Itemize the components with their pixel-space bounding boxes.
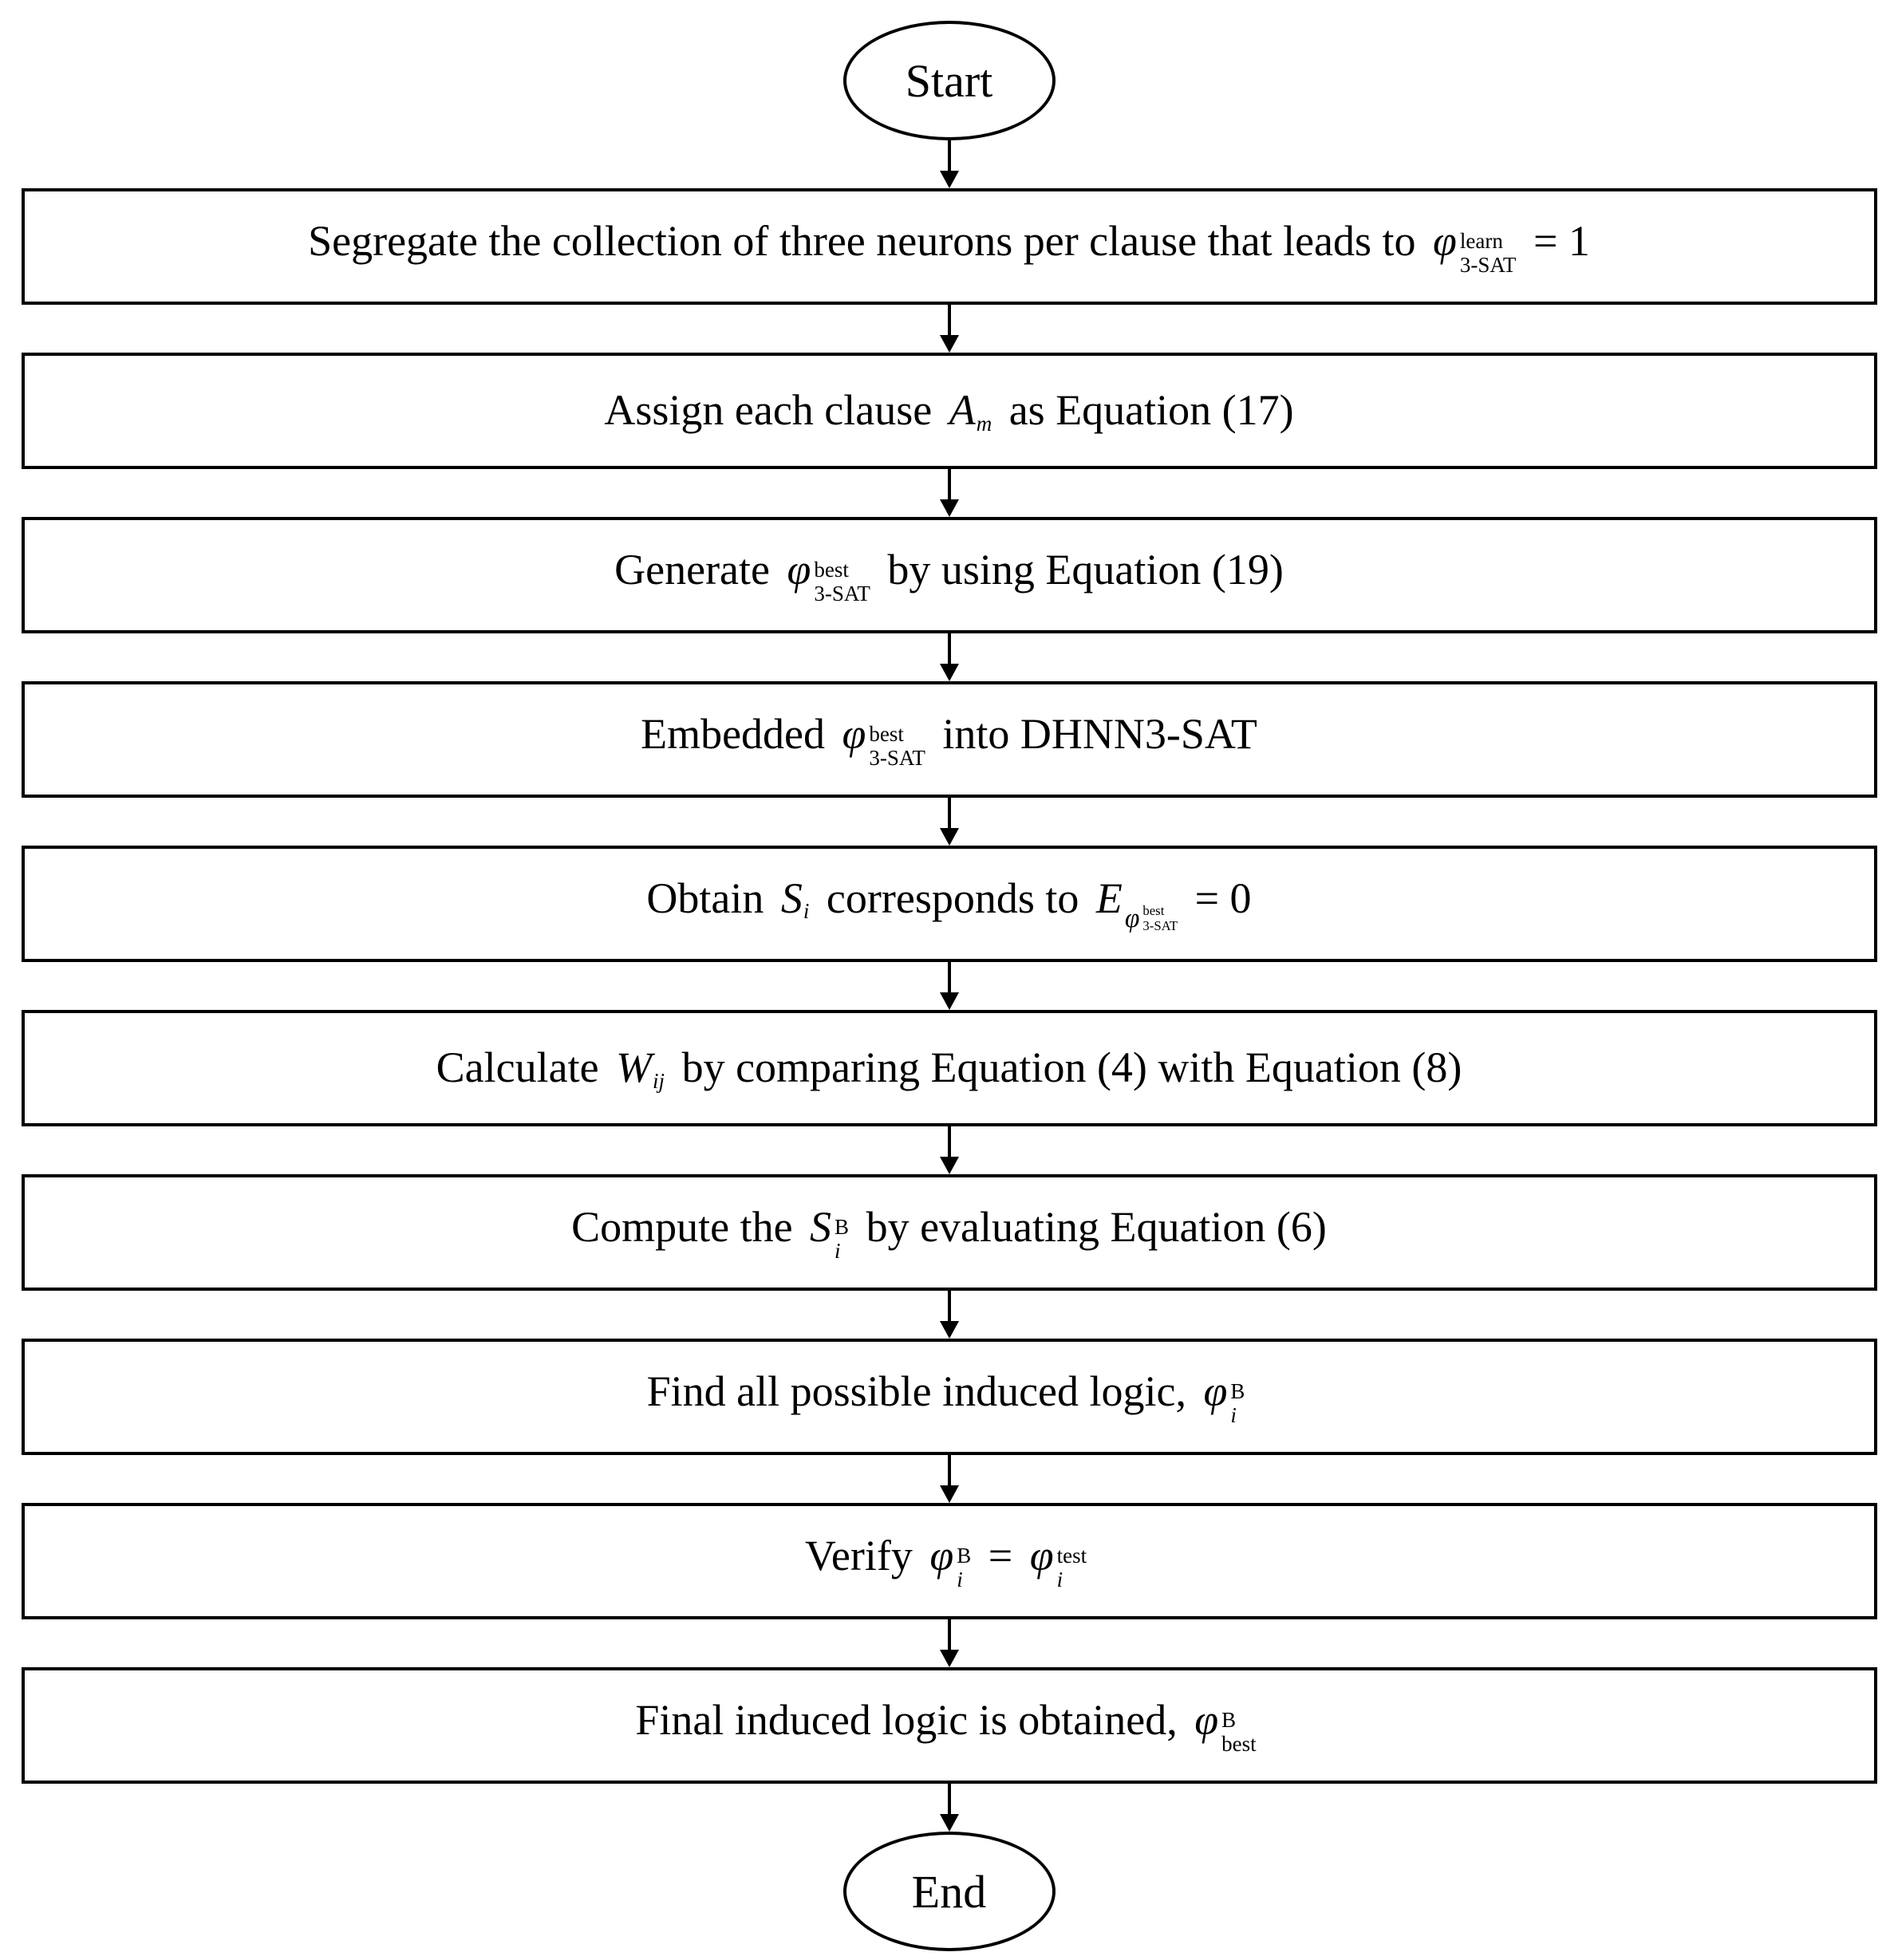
text-segment: into DHNN3-SAT [931,709,1257,758]
text-segment: Final induced logic is obtained, [635,1695,1189,1744]
step-segregate-clauses [22,188,1877,305]
step-compute-sib [22,1174,1877,1291]
arrow-down-icon [933,1455,965,1503]
arrow-down-icon [933,1784,965,1832]
step-text [635,1695,1262,1757]
math-phi-3sat-best: φ best 3-SAT [842,709,925,771]
text-segment: as Equation (17) [998,386,1294,435]
math-phi-best-b: φ B best [1194,1695,1257,1757]
math-w-ij: Wij [616,1043,665,1093]
arrow-shaft [948,962,951,993]
arrow-shaft [948,1619,951,1650]
arrow-down-icon [933,633,965,681]
step-text [805,1531,1093,1592]
step-find-induced-logic [22,1339,1877,1455]
step-generate-best [22,517,1877,633]
step-text [308,216,1590,278]
arrow-head [940,992,959,1010]
text-segment: by evaluating Equation (6) [855,1202,1327,1251]
step-calculate-wij [22,1010,1877,1126]
arrow-shaft [948,1126,951,1157]
start-terminal [843,21,1056,140]
math-phi-3sat-best: φ best 3-SAT [787,545,870,606]
arrow-shaft [948,140,951,172]
end-terminal [843,1832,1056,1951]
text-segment: = 0 [1184,874,1252,922]
arrow-shaft [948,1784,951,1815]
text-segment: Generate [614,545,781,594]
arrow-shaft [948,1291,951,1322]
step-embed-dhnn [22,681,1877,798]
math-a-m: Am [949,386,992,436]
step-assign-clause [22,353,1877,469]
arrow-head [940,171,959,188]
math-phi-i-b: φ B i [1203,1366,1245,1428]
step-text [614,545,1284,606]
math-s-i: Si [780,874,810,924]
math-energy-phi-best: E φ best 3-SAT [1095,874,1178,934]
arrow-head [940,1650,959,1667]
text-segment: Calculate [436,1043,610,1092]
arrow-head [940,828,959,846]
arrow-down-icon [933,140,965,188]
arrow-head [940,1814,959,1832]
arrow-shaft [948,305,951,336]
arrow-head [940,664,959,681]
arrow-down-icon [933,469,965,517]
step-text [604,385,1293,436]
end-label: End [911,1865,987,1918]
text-segment: Assign each clause [604,386,943,435]
step-final-induced-logic [22,1667,1877,1784]
text-segment: by using Equation (19) [876,545,1284,594]
text-segment: Find all possible induced logic, [646,1366,1198,1415]
arrow-down-icon [933,798,965,846]
text-segment: Embedded [641,709,836,758]
arrow-down-icon [933,962,965,1010]
math-phi-3sat-learn: φ learn 3-SAT [1433,216,1517,278]
arrow-shaft [948,798,951,829]
text-segment: Obtain [646,874,775,922]
step-obtain-si [22,846,1877,962]
step-text [641,709,1257,771]
step-text [647,1366,1252,1428]
arrow-down-icon [933,305,965,353]
math-phi-i-b: φ B i [929,1531,972,1592]
text-segment: by comparing Equation (4) with Equation (8) [671,1043,1462,1092]
arrow-head [940,1321,959,1339]
step-verify [22,1503,1877,1619]
start-label: Start [905,54,993,107]
arrow-head [940,1485,959,1503]
arrow-head [940,1157,959,1174]
step-text [646,874,1251,934]
text-segment: corresponds to [815,874,1090,922]
text-segment: Segregate the collection of three neurons per clause that leads to [308,216,1427,265]
arrow-shaft [948,469,951,500]
arrow-shaft [948,633,951,665]
step-text [436,1043,1462,1094]
text-segment: Verify [804,1531,924,1579]
text-segment: = [977,1531,1024,1579]
text-segment: = 1 [1522,216,1590,265]
arrow-down-icon [933,1619,965,1667]
arrow-head [940,499,959,517]
arrow-shaft [948,1455,951,1486]
arrow-down-icon [933,1291,965,1339]
math-s-i-b: S B i [810,1202,850,1264]
arrow-head [940,335,959,353]
step-text [571,1202,1327,1264]
text-segment: Compute the [571,1202,804,1251]
arrow-down-icon [933,1126,965,1174]
math-phi-i-test: φ test i [1029,1531,1087,1592]
